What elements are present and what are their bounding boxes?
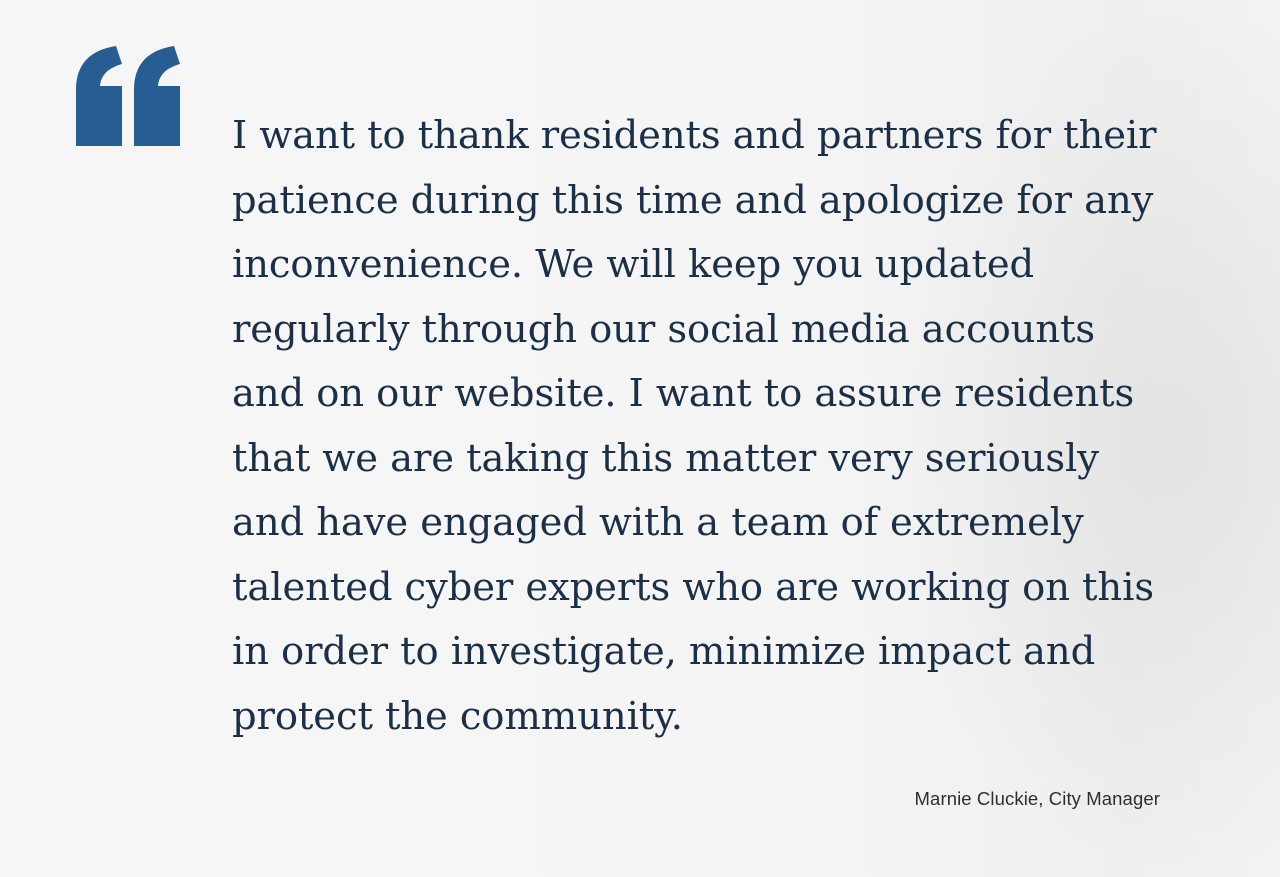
quote-attribution: Marnie Cluckie, City Manager xyxy=(914,788,1160,809)
attribution-row xyxy=(560,788,1160,810)
quotation-mark-icon xyxy=(74,44,194,156)
quote-text: I want to thank residents and partners for their patience during this time and apologize for any inconvenience. We will keep you updated regularly through our social media accounts and on our website. I want to assure residents that we are taking this matter very seriously and have engaged with a team of extremely talented cyber experts who are working on this in order to investigate, minimize impact and protect the community. xyxy=(232,113,1157,739)
quote-body xyxy=(232,104,1172,749)
